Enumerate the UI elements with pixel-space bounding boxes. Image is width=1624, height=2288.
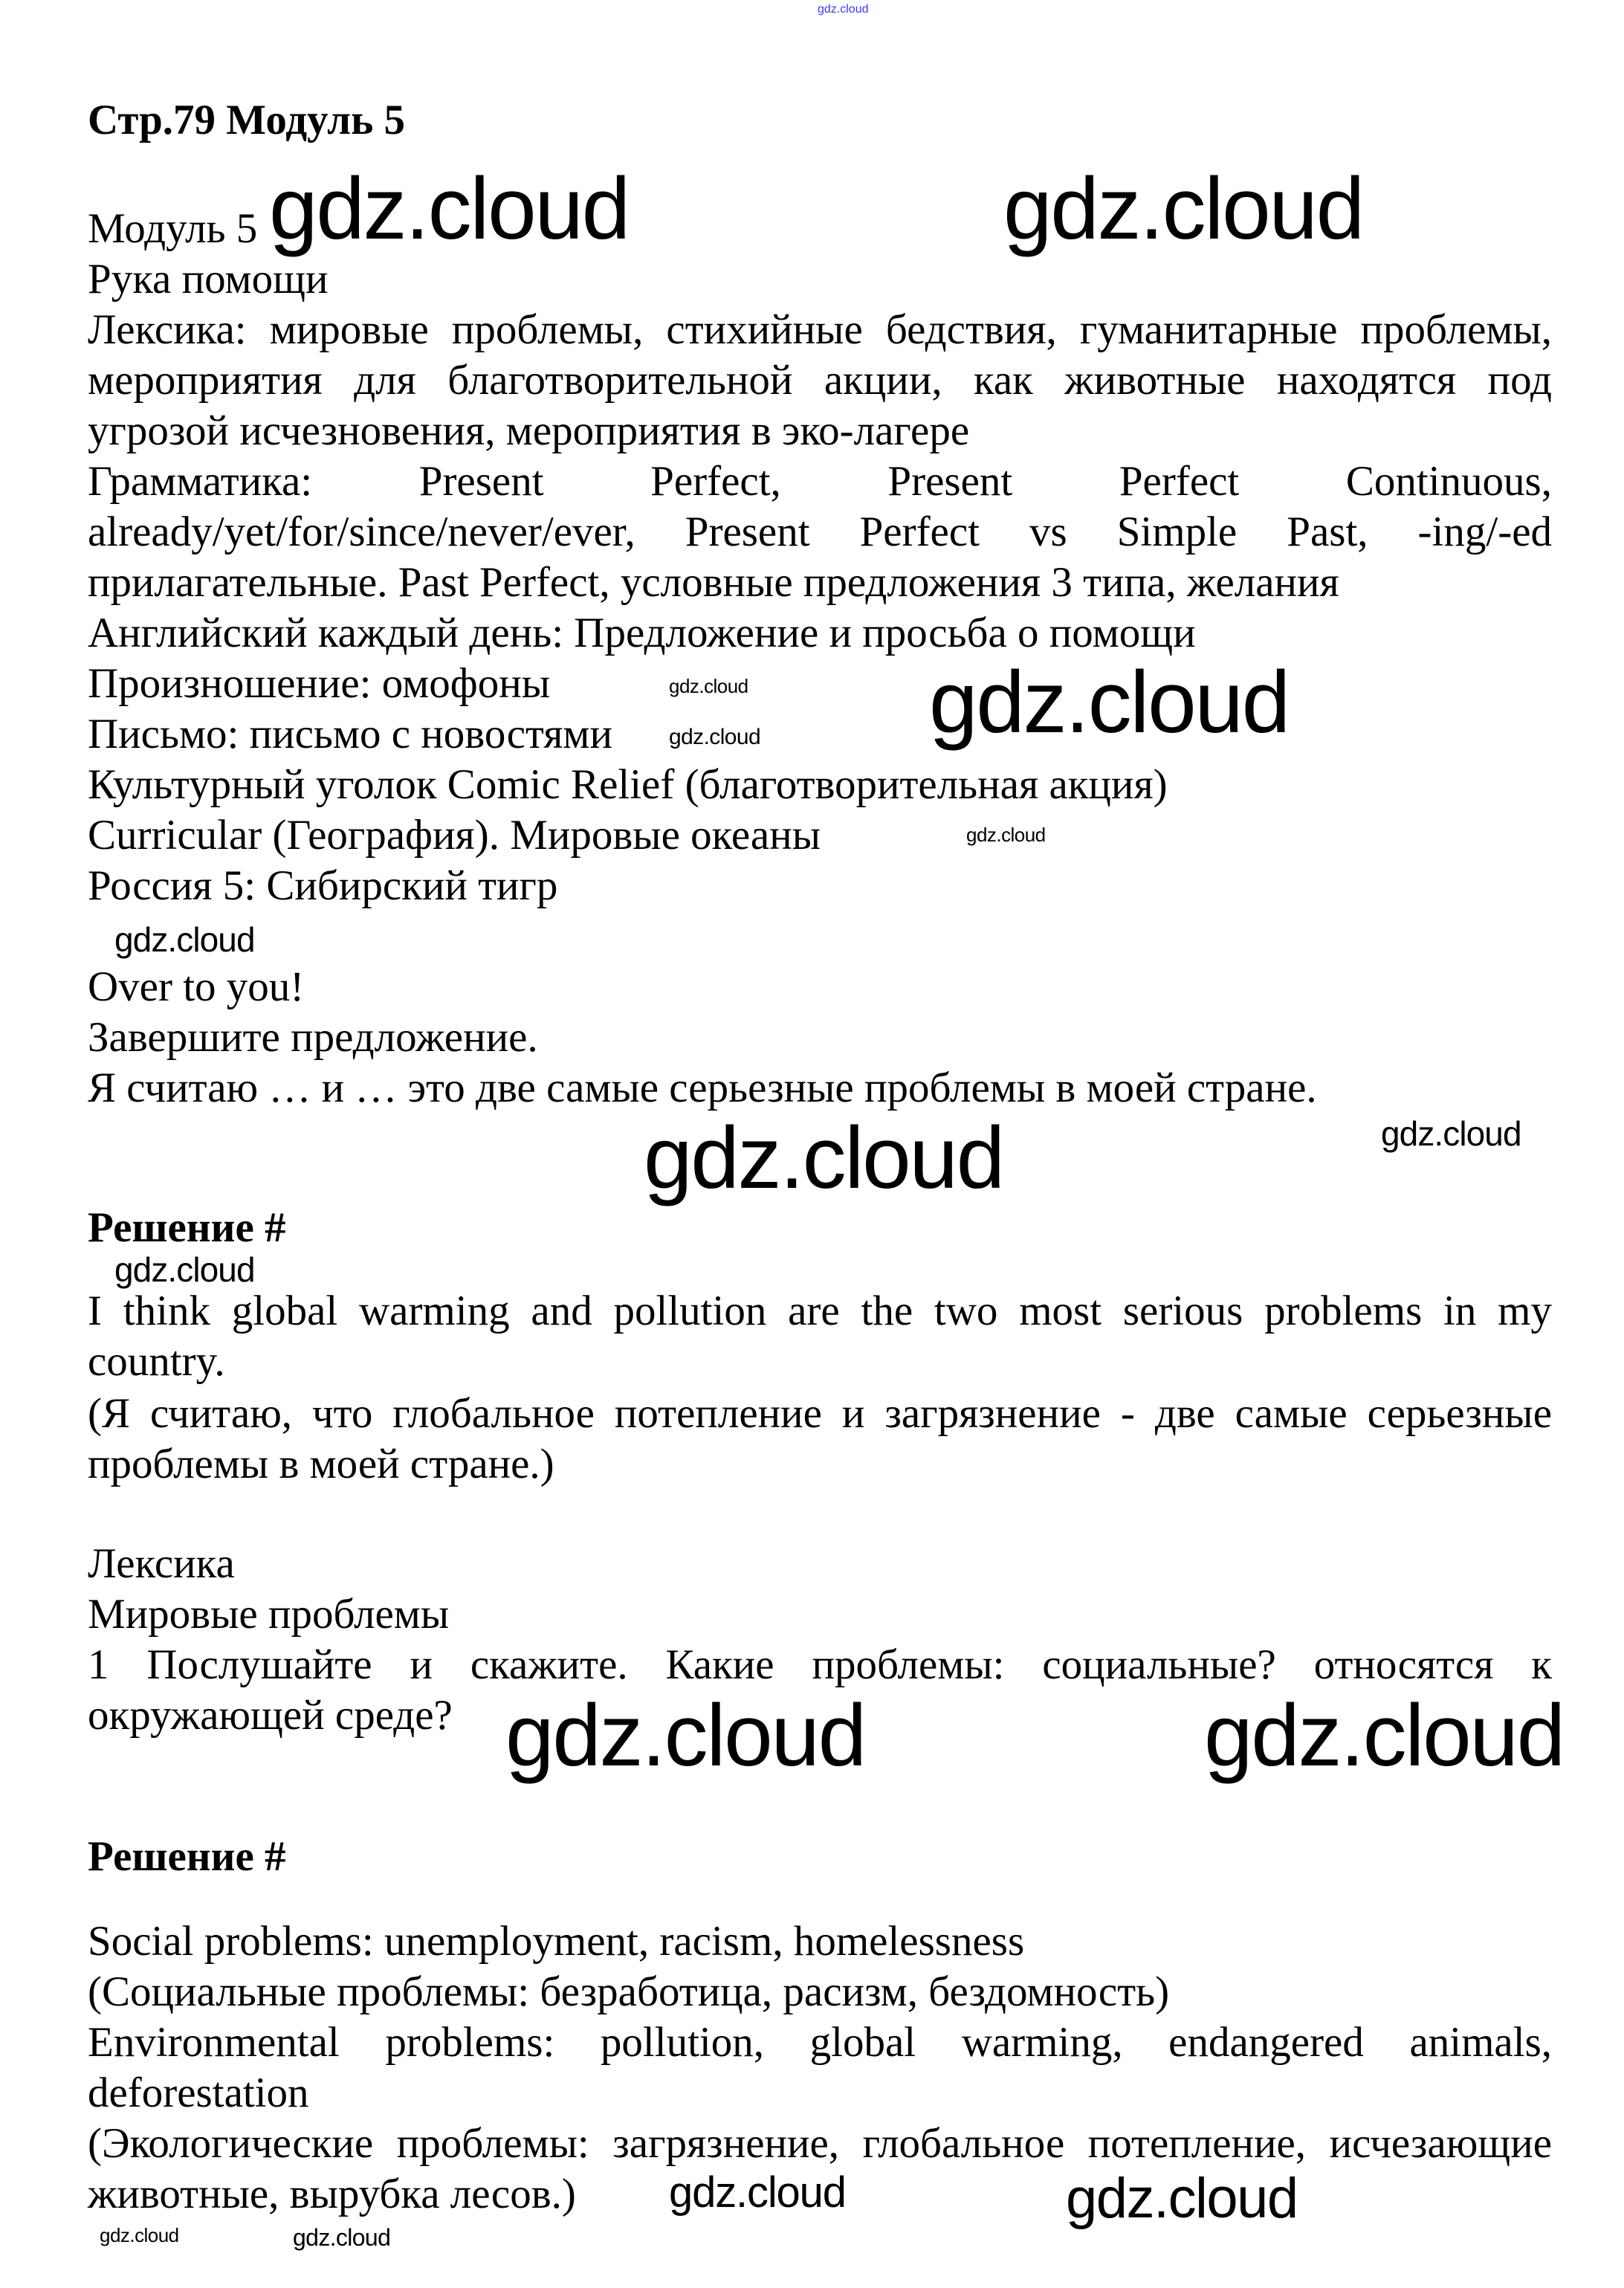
watermark: gdz.cloud [293,2224,391,2251]
watermark: gdz.cloud [1204,1687,1564,1785]
intro-line: прилагательные. Past Perfect, условные предложения 3 типа, желания [88,559,1339,606]
task1-line: Я считаю … и … это две самые серьезные проблемы в моей стране. [88,1064,1317,1111]
intro-line: Английский каждый день: Предложение и просьба о помощи [88,610,1196,656]
solution-line: Environmental problems: pollution, global warming, endangered animals, [88,2019,1552,2066]
task2-line: 1 Послушайте и скажите. Какие проблемы: социальные? относятся к [88,1641,1552,1688]
watermark: gdz.cloud [929,653,1289,752]
task1-line: Over to you! [88,963,305,1010]
watermark: gdz.cloud [1066,2167,1298,2230]
intro-line: Письмо: письмо с новостями [88,711,612,757]
solution-label: Решение # [88,1833,286,1880]
module-title: Рука помощи [88,256,329,303]
intro-line: Культурный уголок Comic Relief (благотворительная акция) [88,761,1168,808]
solution-line: I think global warming and pollution are the two most serious problems in my [88,1287,1552,1334]
intro-line: Curricular (География). Мировые океаны [88,812,821,859]
intro-line: Россия 5: Сибирский тигр [88,862,558,909]
task2-line: окружающей среде? [88,1692,453,1739]
watermark-top: gdz.cloud [818,3,869,16]
solution-line: животные, вырубка лесов.) [88,2171,576,2217]
watermark: gdz.cloud [114,920,255,959]
solution-label: Решение # [88,1204,286,1251]
intro-line: Произношение: омофоны [88,660,550,707]
solution-line: deforestation [88,2069,309,2116]
watermark: gdz.cloud [669,725,761,749]
module-label: Модуль 5 [88,205,258,252]
intro-line: угрозой исчезновения, мероприятия в эко-лагере [88,407,970,454]
task2-line: Мировые проблемы [88,1591,450,1638]
watermark: gdz.cloud [1003,160,1363,258]
page-header: Стр.79 Модуль 5 [88,97,405,143]
watermark: gdz.cloud [100,2224,179,2246]
watermark: gdz.cloud [966,824,1046,846]
watermark: gdz.cloud [644,1109,1003,1207]
solution-line: (Экологические проблемы: загрязнение, глобальное потепление, исчезающие [88,2120,1552,2167]
task1-line: Завершите предложение. [88,1014,538,1061]
solution-line: (Социальные проблемы: безработица, расизм, бездомность) [88,1968,1170,2015]
solution-line: (Я считаю, что глобальное потепление и загрязнение - две самые серьезные [88,1390,1552,1437]
task2-line: Лексика [88,1540,235,1587]
intro-line: Лексика: мировые проблемы, стихийные бедствия, гуманитарные проблемы, [88,306,1552,353]
watermark: gdz.cloud [669,675,748,697]
solution-line: Social problems: unemployment, racism, homelessness [88,1918,1025,1965]
watermark: gdz.cloud [505,1687,865,1785]
watermark: gdz.cloud [669,2168,846,2217]
solution-line: country. [88,1338,225,1385]
watermark: gdz.cloud [269,160,629,258]
watermark: gdz.cloud [1381,1114,1521,1153]
solution-line: проблемы в моей стране.) [88,1441,554,1487]
intro-line: already/yet/for/since/never/ever, Present Perfect vs Simple Past, -ing/-ed [88,508,1552,555]
watermark: gdz.cloud [114,1250,255,1289]
intro-line: мероприятия для благотворительной акции, как животные находятся под [88,357,1552,404]
intro-line: Грамматика: Present Perfect, Present Perfect Continuous, [88,458,1552,505]
